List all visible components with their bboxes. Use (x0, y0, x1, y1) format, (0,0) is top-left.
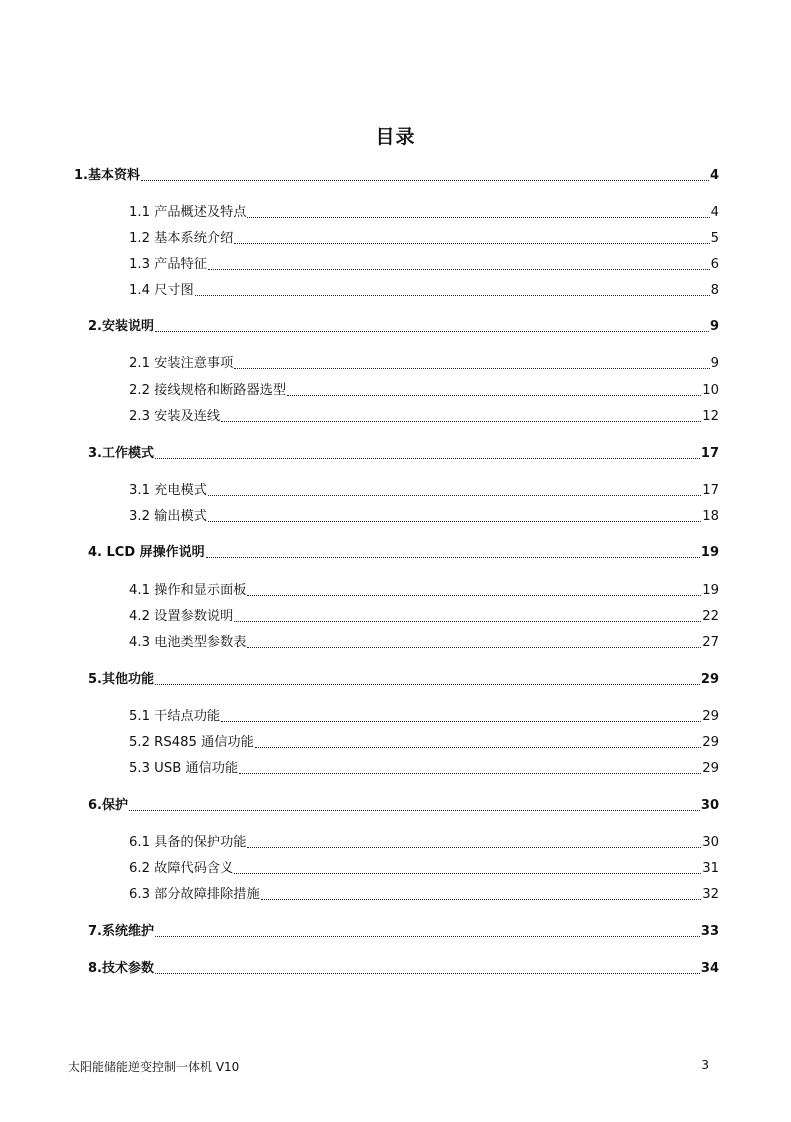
toc-dot-leader (255, 747, 701, 748)
toc-entry-page-number: 30 (702, 835, 719, 850)
toc-subsection-entry[interactable] (129, 834, 719, 852)
toc-entry-page-number: 32 (702, 887, 719, 902)
toc-subsection-entry[interactable] (129, 634, 719, 652)
toc-entry-page-number: 27 (702, 635, 719, 650)
toc-entry-page-number: 4 (710, 205, 719, 220)
toc-section-entry[interactable] (88, 445, 719, 463)
toc-dot-leader (155, 973, 700, 974)
toc-entry-label: 5.2 RS485 通信功能 (129, 735, 254, 750)
toc-entry-page-number: 12 (702, 409, 719, 424)
toc-subsection-entry[interactable] (129, 708, 719, 726)
toc-entry-page-number: 4 (709, 168, 719, 183)
toc-entry-label: 2.3 安装及连线 (129, 409, 221, 424)
toc-dot-leader (208, 495, 701, 496)
toc-entry-label: 3.2 输出模式 (129, 509, 207, 524)
toc-entry-label: 6.保护 (88, 798, 128, 813)
toc-subsection-entry[interactable] (129, 408, 719, 426)
toc-dot-leader (234, 368, 709, 369)
toc-dot-leader (261, 899, 702, 900)
toc-subsection-entry[interactable] (129, 230, 719, 248)
toc-subsection-entry[interactable] (129, 760, 719, 778)
toc-dot-leader (247, 217, 709, 218)
toc-entry-label: 6.2 故障代码含义 (129, 861, 234, 876)
toc-entry-page-number: 29 (702, 761, 719, 776)
toc-dot-leader (234, 621, 701, 622)
toc-dot-leader (195, 295, 710, 296)
toc-entry-page-number: 5 (710, 231, 719, 246)
toc-subsection-entry[interactable] (129, 382, 719, 400)
toc-entry-label: 1.3 产品特征 (129, 257, 207, 272)
toc-section-entry[interactable] (88, 923, 719, 941)
toc-dot-leader (234, 243, 709, 244)
toc-subsection-entry[interactable] (129, 582, 719, 600)
toc-entry-page-number: 9 (710, 356, 719, 371)
toc-section-entry[interactable] (88, 960, 719, 978)
toc-subsection-entry[interactable] (129, 860, 719, 878)
toc-entry-label: 8.技术参数 (88, 961, 154, 976)
toc-entry-page-number: 33 (700, 924, 719, 939)
toc-entry-page-number: 22 (702, 609, 719, 624)
toc-section-entry[interactable] (74, 167, 719, 185)
toc-dot-leader (155, 458, 700, 459)
toc-entry-label: 1.1 产品概述及特点 (129, 205, 247, 220)
toc-entry-page-number: 30 (700, 798, 719, 813)
toc-entry-page-number: 6 (710, 257, 719, 272)
toc-entry-page-number: 29 (700, 672, 719, 687)
toc-subsection-entry[interactable] (129, 886, 719, 904)
toc-entry-label: 2.1 安装注意事项 (129, 356, 234, 371)
toc-entry-label: 3.工作模式 (88, 446, 154, 461)
toc-entry-label: 1.4 尺寸图 (129, 283, 194, 298)
toc-entry-page-number: 29 (702, 709, 719, 724)
toc-subsection-entry[interactable] (129, 256, 719, 274)
toc-entry-label: 6.1 具备的保护功能 (129, 835, 247, 850)
toc-subsection-entry[interactable] (129, 204, 719, 222)
toc-entry-page-number: 10 (702, 383, 719, 398)
toc-entry-page-number: 18 (702, 509, 719, 524)
toc-entry-label: 4.3 电池类型参数表 (129, 635, 247, 650)
toc-dot-leader (129, 810, 700, 811)
toc-dot-leader (155, 684, 700, 685)
toc-dot-leader (155, 331, 709, 332)
toc-subsection-entry[interactable] (129, 508, 719, 526)
toc-entry-page-number: 29 (702, 735, 719, 750)
toc-dot-leader (234, 873, 701, 874)
toc-dot-leader (247, 647, 701, 648)
toc-entry-label: 5.其他功能 (88, 672, 154, 687)
toc-dot-leader (155, 936, 700, 937)
toc-dot-leader (221, 721, 701, 722)
toc-entry-page-number: 34 (700, 961, 719, 976)
toc-subsection-entry[interactable] (129, 734, 719, 752)
toc-entry-label: 1.基本资料 (74, 168, 140, 183)
toc-section-entry[interactable] (88, 318, 719, 336)
toc-section-entry[interactable] (88, 797, 719, 815)
page-title: 目录 (375, 126, 416, 148)
toc-section-entry[interactable] (88, 671, 719, 689)
toc-entry-page-number: 17 (700, 446, 719, 461)
toc-entry-page-number: 31 (702, 861, 719, 876)
toc-dot-leader (247, 595, 701, 596)
toc-entry-label: 5.3 USB 通信功能 (129, 761, 239, 776)
toc-entry-label: 4.2 设置参数说明 (129, 609, 234, 624)
toc-entry-label: 3.1 充电模式 (129, 483, 207, 498)
toc-entry-label: 2.安装说明 (88, 319, 154, 334)
footer-document-name: 太阳能储能逆变控制一体机 V10 (68, 1060, 240, 1074)
toc-subsection-entry[interactable] (129, 608, 719, 626)
toc-entry-label: 6.3 部分故障排除措施 (129, 887, 260, 902)
toc-dot-leader (208, 521, 701, 522)
toc-entry-page-number: 19 (700, 545, 719, 560)
toc-dot-leader (221, 421, 701, 422)
toc-section-entry[interactable] (88, 544, 719, 562)
toc-dot-leader (287, 395, 701, 396)
toc-entry-page-number: 19 (702, 583, 719, 598)
toc-entry-label: 7.系统维护 (88, 924, 154, 939)
toc-dot-leader (247, 847, 701, 848)
toc-entry-label: 1.2 基本系统介绍 (129, 231, 234, 246)
toc-entry-page-number: 8 (710, 283, 719, 298)
toc-dot-leader (239, 773, 701, 774)
toc-entry-label: 4.1 操作和显示面板 (129, 583, 247, 598)
toc-subsection-entry[interactable] (129, 482, 719, 500)
toc-entry-label: 4. LCD 屏操作说明 (88, 545, 205, 560)
toc-dot-leader (141, 180, 709, 181)
footer-page-number: 3 (701, 1058, 709, 1072)
toc-dot-leader (208, 269, 710, 270)
toc-entry-label: 5.1 干结点功能 (129, 709, 221, 724)
toc-entry-page-number: 9 (709, 319, 719, 334)
toc-subsection-entry[interactable] (129, 355, 719, 373)
toc-entry-label: 2.2 接线规格和断路器选型 (129, 383, 287, 398)
toc-entry-page-number: 17 (702, 483, 719, 498)
toc-subsection-entry[interactable] (129, 282, 719, 300)
toc-dot-leader (206, 557, 700, 558)
